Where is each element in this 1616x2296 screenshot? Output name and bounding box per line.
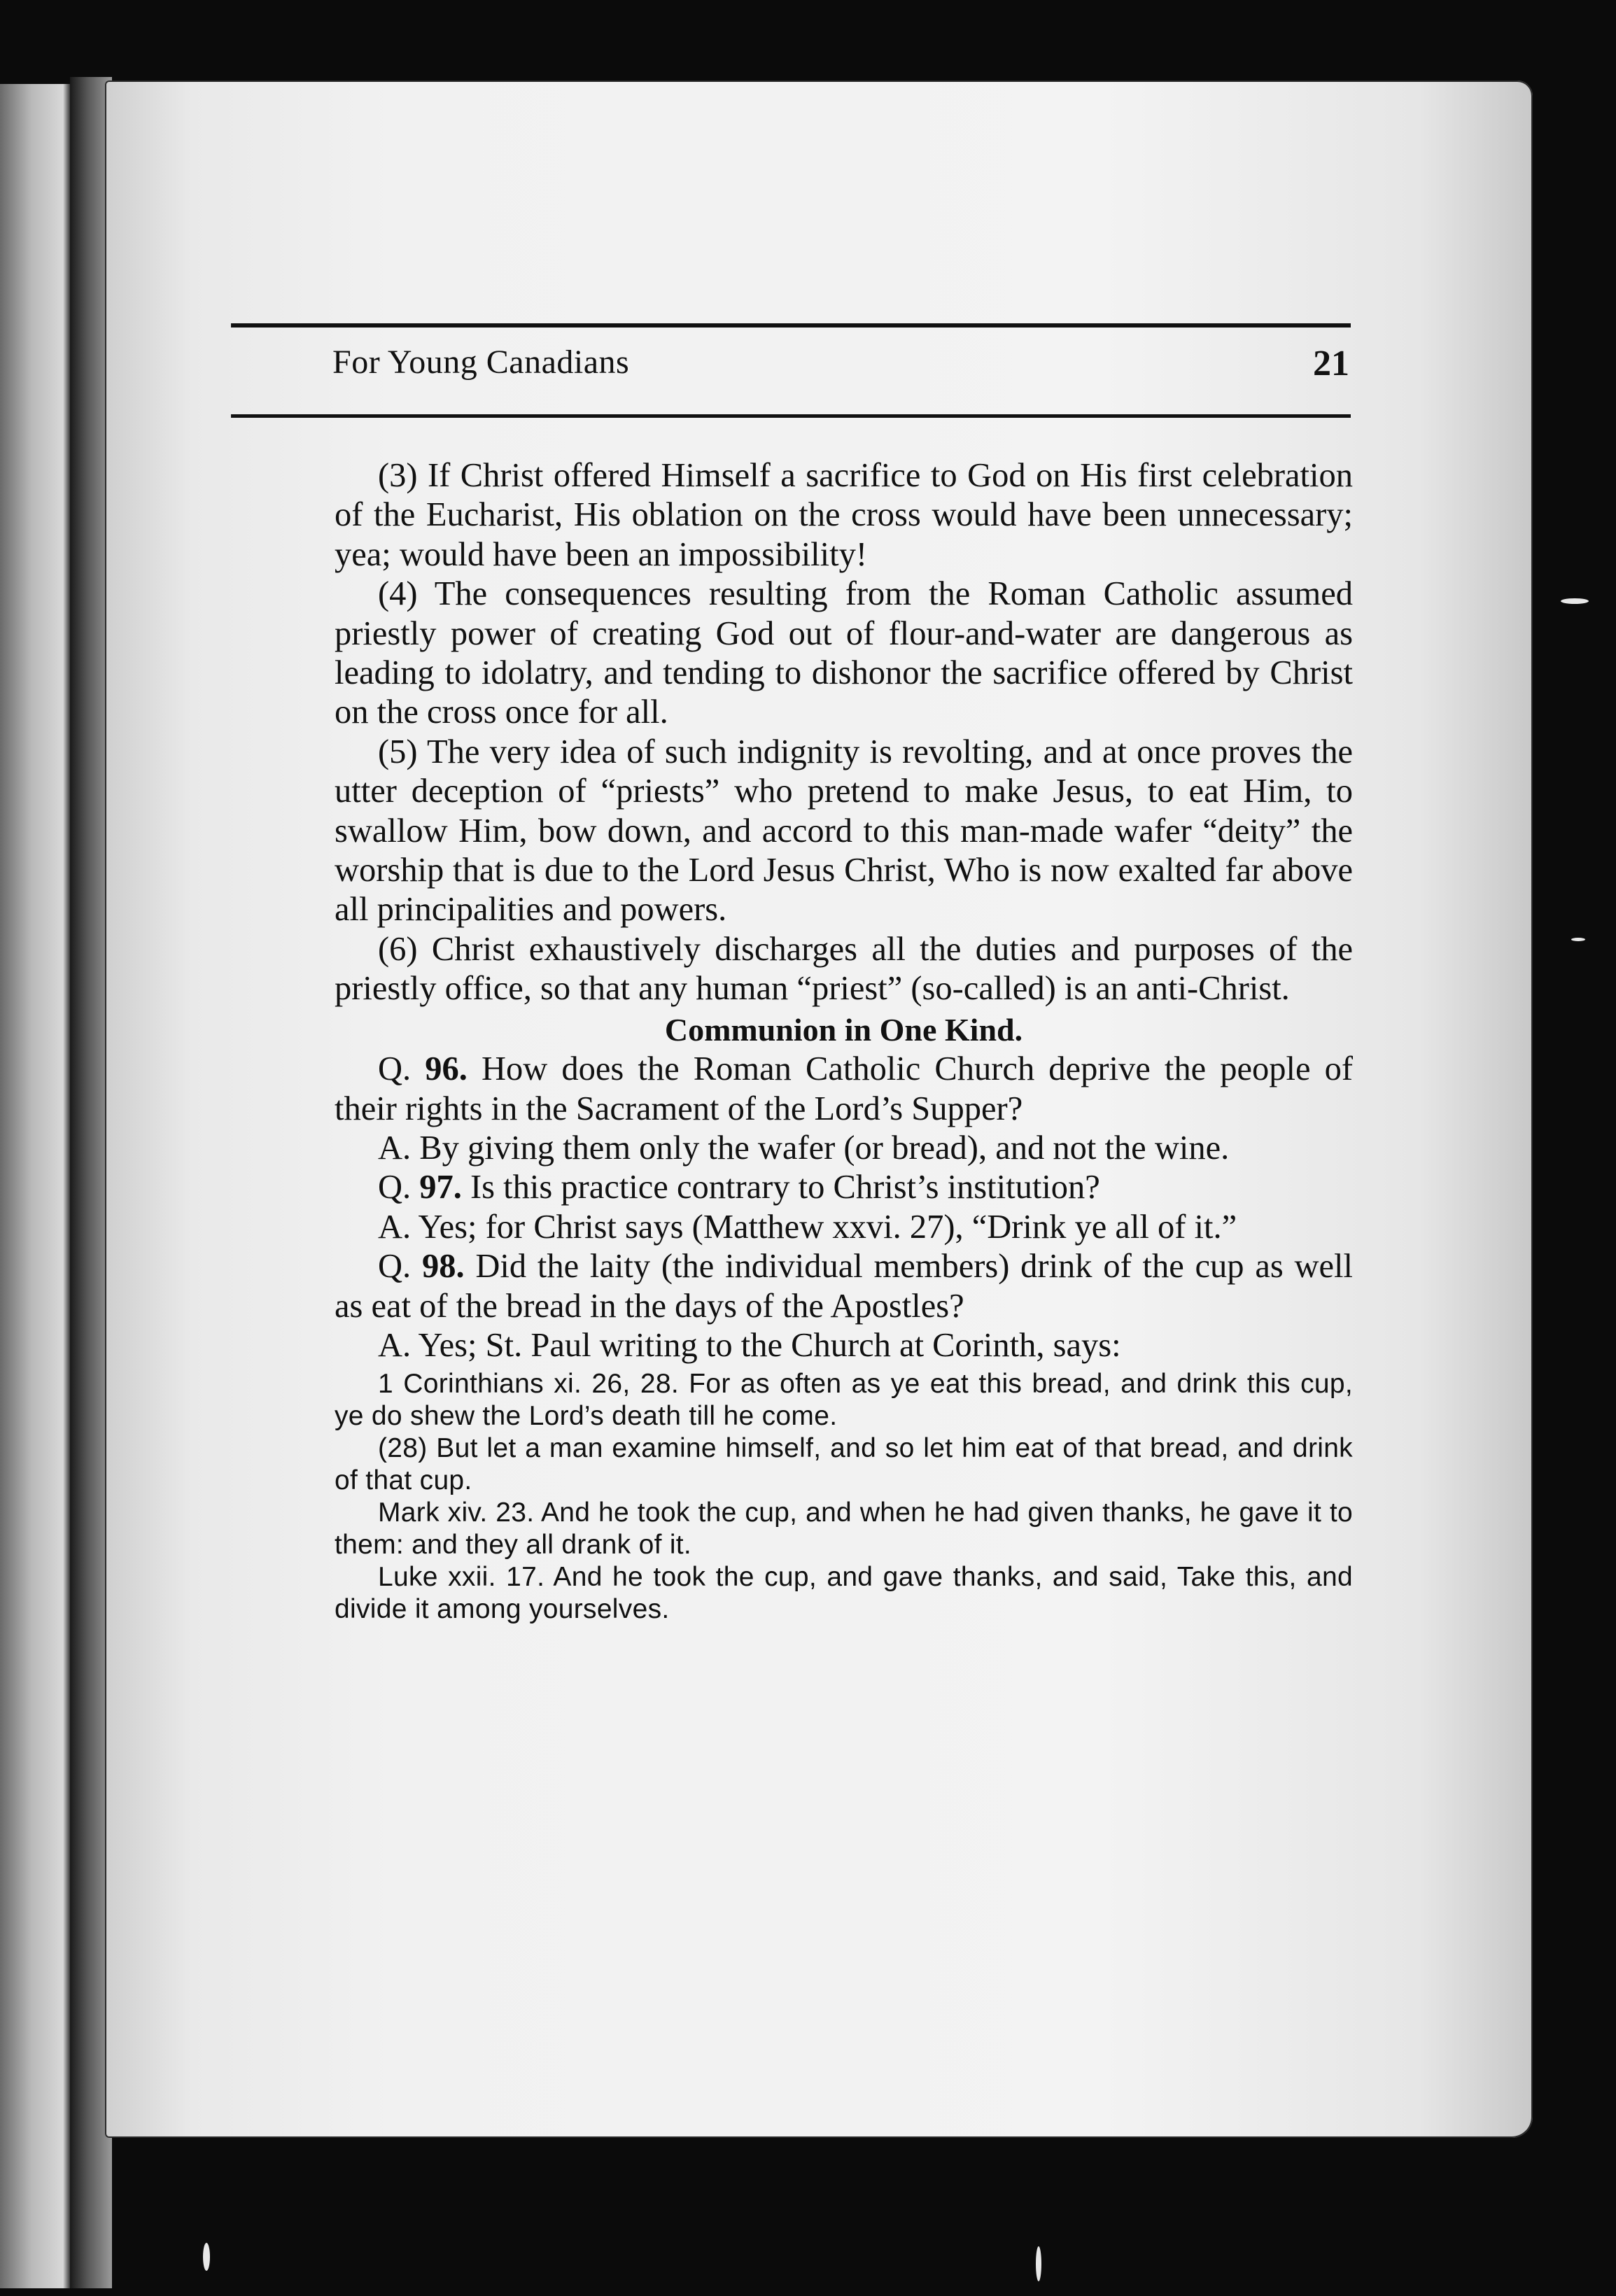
question-98 — [335, 1247, 1353, 1326]
answer-96: A. By giving them only the wafer (or bread), and not the wine. — [378, 1129, 1230, 1167]
question-text: Did the laity (the individual members) drink of the cup as well as eat of the bread in the days of the Apostles? — [335, 1248, 1354, 1325]
paragraph-4: (4) The consequences resulting from the Roman Catholic assumed priestly power of creating God out of flour-and-water are dangerous as leading to idolatry, and tending to dishonor the sacrifice offered by Christ on the cross once for all. — [335, 575, 1353, 731]
paragraph-5: (5) The very idea of such indignity is revolting, and at once proves the utter deception of “priests” who pretend to make Jesus, to eat Him, to swallow Him, bow down, and accord to this man-made wafer “deity” the worship that is due to the Lord Jesus Christ, Who is now exalted far above all principalities and powers. — [335, 733, 1353, 929]
citation-luke: Luke xxii. 17. And he took the cup, and gave thanks, and said, Take this, and divide it among yourselves. — [335, 1562, 1353, 1625]
header-rule-top — [231, 323, 1351, 328]
page-number: 21 — [1313, 344, 1349, 383]
section-heading: Communion in One Kind. — [664, 1011, 1023, 1048]
paragraph-3: (3) If Christ offered Himself a sacrifice to God on His first celebration of the Eucharist, His oblation on the cross would have been unnecessary; yea; would have been an impossibility! — [335, 457, 1353, 573]
scan-speck — [1571, 938, 1585, 941]
page-body — [335, 456, 1353, 1626]
answer-98: A. Yes; St. Paul writing to the Church at Corinth, says: — [378, 1326, 1121, 1364]
citation-mark: Mark xiv. 23. And he took the cup, and when he had given thanks, he gave it to them: and they all drank of it. — [335, 1498, 1353, 1561]
citation-corinthians-28: (28) But let a man examine himself, and so let him eat of that bread, and drink of that cup. — [335, 1433, 1353, 1496]
question-number: 98. — [421, 1248, 465, 1286]
question-97 — [335, 1168, 1353, 1207]
question-text: Is this practice contrary to Christ’s institution? — [461, 1169, 1100, 1206]
question-number: 97. — [419, 1169, 462, 1206]
answer-97: A. Yes; for Christ says (Matthew xxvi. 27), “Drink ye all of it.” — [378, 1208, 1237, 1246]
header-rule-bottom — [231, 414, 1351, 418]
question-96 — [335, 1050, 1353, 1129]
question-label: Q. — [378, 1050, 412, 1088]
question-label: Q. — [378, 1248, 412, 1286]
question-number: 96. — [425, 1050, 468, 1088]
running-head-title: For Young Canadians — [332, 344, 630, 381]
scan-speck — [1036, 2246, 1041, 2281]
scan-speck — [1561, 598, 1589, 604]
paragraph-6: (6) Christ exhaustively discharges all the duties and purposes of the priestly office, so that any human “priest” (so-called) is an anti-Christ. — [335, 930, 1353, 1008]
question-label: Q. — [378, 1169, 412, 1206]
facing-page-edge — [0, 84, 70, 2288]
scan-speck — [203, 2243, 210, 2271]
question-text: How does the Roman Catholic Church deprive the people of their rights in the Sacrament of the Lord’s Supper? — [335, 1050, 1353, 1127]
citation-corinthians: 1 Corinthians xi. 26, 28. For as often as ye eat this bread, and drink this cup, ye do shew the Lord’s death till he come. — [335, 1369, 1353, 1432]
scripture-citations — [335, 1368, 1353, 1626]
